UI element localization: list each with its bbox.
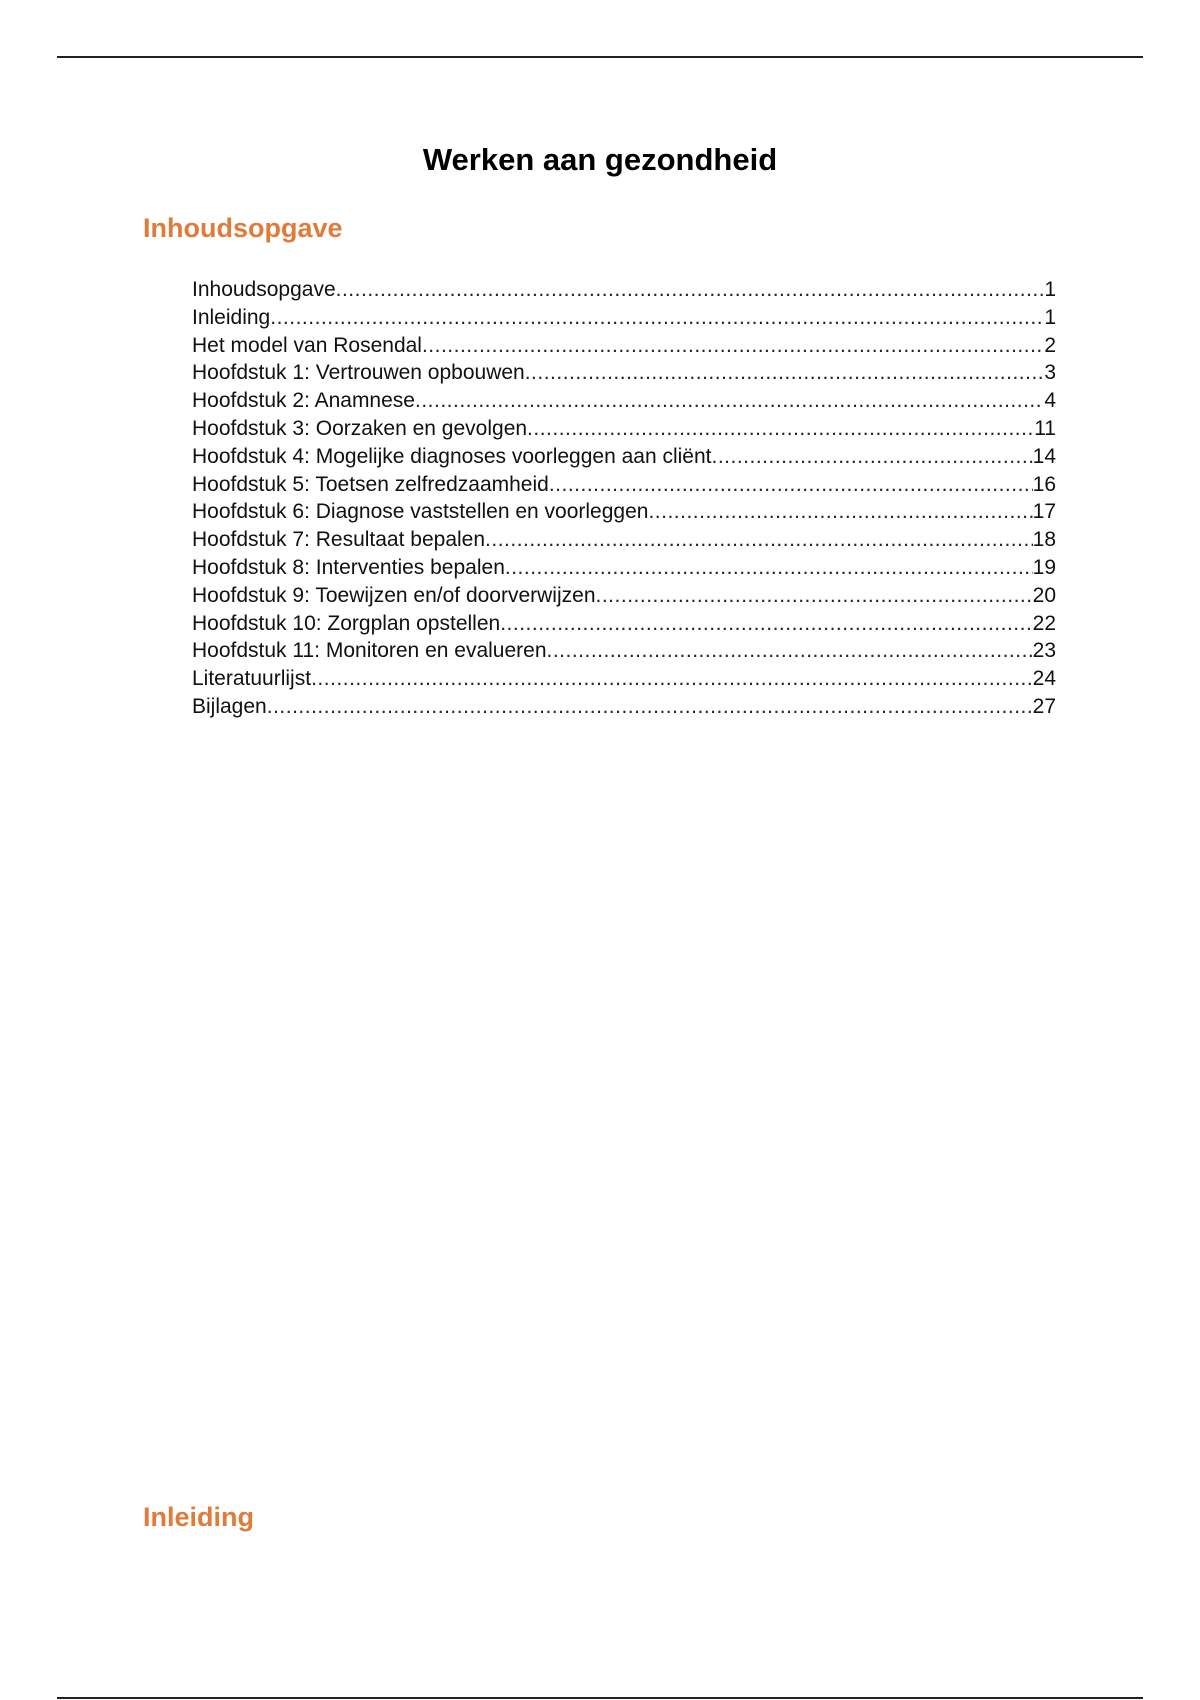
toc-dot-leader (422, 332, 1044, 360)
toc-dot-leader (270, 304, 1044, 332)
toc-entry-label: Hoofdstuk 10: Zorgplan opstellen (192, 611, 501, 635)
toc-heading: Inhoudsopgave (143, 213, 343, 243)
toc-dot-leader (547, 637, 1033, 665)
toc-entry[interactable] (192, 276, 1056, 304)
toc-entry[interactable] (192, 610, 1056, 638)
toc-entry-label: Hoofdstuk 3: Oorzaken en gevolgen (192, 416, 528, 440)
footer-rule (57, 1697, 1143, 1699)
toc-dot-leader (648, 498, 1032, 526)
toc-entry-page-number: 17 (1032, 500, 1056, 524)
toc-dot-leader (712, 443, 1033, 471)
toc-dot-leader (311, 665, 1033, 693)
toc-entry-label: Literatuurlijst (192, 667, 312, 691)
toc-dot-leader (525, 359, 1045, 387)
toc-entry-label: Hoofdstuk 11: Monitoren en evalueren (192, 639, 547, 663)
toc-entry-page-number: 1 (1044, 305, 1056, 329)
toc-entry-page-number: 24 (1032, 667, 1056, 691)
toc-entry-page-number: 1 (1044, 278, 1056, 301)
toc-entry-label: Hoofdstuk 8: Interventies bepalen (192, 555, 505, 579)
toc-entry-label: Hoofdstuk 6: Diagnose vaststellen en voorleggen (192, 500, 649, 524)
toc-entry-page-number: 16 (1032, 472, 1056, 496)
toc-entry[interactable] (192, 637, 1056, 665)
toc-entry-page-number: 23 (1032, 639, 1056, 663)
toc-entry-page-number: 18 (1032, 528, 1056, 552)
toc-dot-leader (505, 554, 1033, 582)
toc-entry[interactable] (192, 304, 1056, 332)
toc-dot-leader (549, 471, 1033, 499)
toc-entry[interactable] (192, 693, 1056, 721)
toc-entry-page-number: 19 (1032, 555, 1056, 579)
toc-entry-page-number: 11 (1034, 416, 1056, 440)
toc-entry-page-number: 3 (1044, 361, 1056, 385)
toc-entry[interactable] (192, 415, 1056, 443)
toc-entry-page-number: 27 (1032, 694, 1056, 718)
toc-entry[interactable] (192, 332, 1056, 360)
toc-entry-label: Hoofdstuk 2: Anamnese (192, 389, 415, 413)
toc-entry-label: Het model van Rosendal (192, 333, 422, 357)
table-of-contents (192, 276, 1056, 721)
toc-dot-leader (485, 526, 1033, 554)
toc-entry-page-number: 20 (1032, 583, 1056, 607)
intro-heading: Inleiding (143, 1502, 254, 1532)
toc-entry[interactable] (192, 359, 1056, 387)
toc-entry[interactable] (192, 582, 1056, 610)
toc-entry-label: Hoofdstuk 9: Toewijzen en/of doorverwijzen (192, 583, 596, 607)
toc-entry[interactable] (192, 526, 1056, 554)
toc-dot-leader (267, 693, 1033, 721)
toc-entry-label: Inleiding (192, 305, 271, 329)
toc-entry-label: Bijlagen (192, 694, 267, 718)
toc-dot-leader (336, 276, 1045, 304)
toc-dot-leader (527, 415, 1034, 443)
toc-entry-page-number: 14 (1032, 444, 1056, 468)
toc-entry-page-number: 22 (1032, 611, 1056, 635)
toc-entry-page-number: 2 (1044, 333, 1056, 357)
toc-entry-label: Hoofdstuk 7: Resultaat bepalen (192, 528, 486, 552)
toc-dot-leader (500, 610, 1032, 638)
header-rule (57, 56, 1143, 58)
toc-entry-page-number: 4 (1044, 389, 1056, 413)
toc-entry-label: Hoofdstuk 4: Mogelijke diagnoses voorleggen aan cliënt (192, 444, 712, 468)
toc-entry[interactable] (192, 498, 1056, 526)
toc-entry-label: Hoofdstuk 5: Toetsen zelfredzaamheid (192, 472, 549, 496)
toc-entry[interactable] (192, 443, 1056, 471)
toc-dot-leader (596, 582, 1033, 610)
toc-entry[interactable] (192, 471, 1056, 499)
toc-entry[interactable] (192, 554, 1056, 582)
toc-entry-label: Inhoudsopgave (192, 278, 336, 301)
toc-entry[interactable] (192, 387, 1056, 415)
toc-dot-leader (415, 387, 1044, 415)
toc-entry-label: Hoofdstuk 1: Vertrouwen opbouwen (192, 361, 525, 385)
document-title: Werken aan gezondheid (422, 142, 778, 177)
toc-entry[interactable] (192, 665, 1056, 693)
